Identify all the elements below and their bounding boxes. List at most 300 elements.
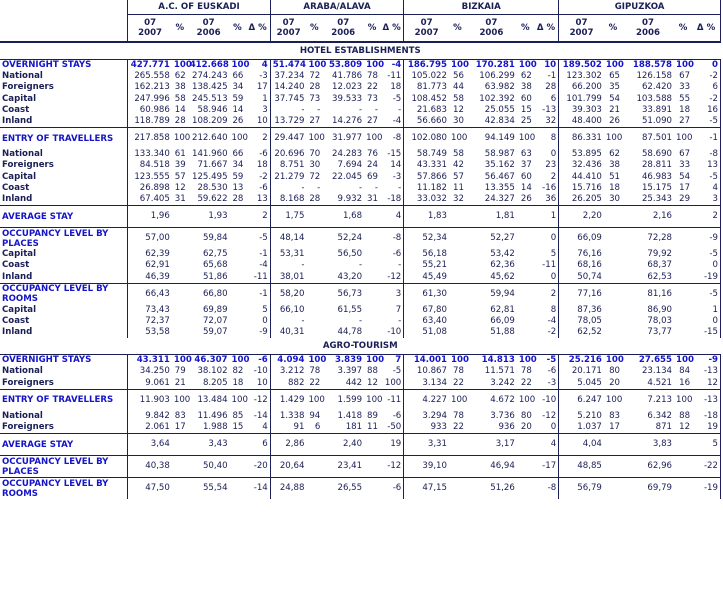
row-label: Coast xyxy=(0,105,128,116)
table-cell: 12 xyxy=(367,377,378,388)
table-cell: 78,05 xyxy=(577,315,602,326)
table-cell: 100 xyxy=(308,355,327,366)
table-cell: 66 xyxy=(232,71,244,82)
table-cell: 79 xyxy=(174,366,186,377)
table-cell: 56.467 xyxy=(484,171,515,182)
table-cell: 43.311 xyxy=(128,355,172,367)
row-label: Capital xyxy=(0,94,128,105)
table-cell: 43.331 xyxy=(416,160,447,171)
table-cell xyxy=(306,228,322,250)
table-cell: 58.946 xyxy=(197,104,228,115)
table-cell: 105.022 xyxy=(411,71,447,82)
table-cell: 1.429 xyxy=(270,389,306,411)
table-row xyxy=(0,116,721,128)
table-cell: -17 xyxy=(534,456,559,478)
table-row xyxy=(0,378,721,390)
table-cell: 22.045 xyxy=(332,171,363,182)
table-cell: 8 xyxy=(534,128,559,150)
table-cell: - xyxy=(359,182,363,193)
table-cell xyxy=(449,206,466,228)
table-cell: -10 xyxy=(380,327,404,338)
table-cell xyxy=(230,456,246,478)
table-row xyxy=(0,94,721,105)
table-cell: 22 xyxy=(367,82,378,93)
table-row xyxy=(0,60,721,72)
table-cell: -11 xyxy=(245,271,270,283)
table-cell: 27.655 xyxy=(622,355,674,367)
table-cell: 60 xyxy=(520,93,532,104)
column-header: 07 2006 xyxy=(188,15,230,43)
table-cell: 32 xyxy=(453,193,464,204)
table-cell: 11.496 xyxy=(197,410,228,421)
table-cell: -14 xyxy=(245,411,270,422)
table-cell: 25.343 xyxy=(641,193,673,204)
table-cell: 58.690 xyxy=(641,149,673,160)
table-cell: 86.331 xyxy=(559,128,604,150)
table-cell: 46,94 xyxy=(466,456,517,478)
table-cell: 2 xyxy=(692,206,720,228)
table-cell: 100 xyxy=(518,355,537,366)
table-cell: 46.983 xyxy=(641,171,673,182)
table-cell: 73,43 xyxy=(145,304,170,315)
table-cell xyxy=(230,271,246,283)
table-cell: -13 xyxy=(534,105,559,116)
row-label: OCCUPANCY LEVEL BY PLACES xyxy=(0,456,128,478)
table-cell: 1,83 xyxy=(404,206,449,228)
table-cell xyxy=(674,434,692,456)
table-cell: 62,81 xyxy=(490,304,515,315)
table-cell: 100 xyxy=(449,128,466,150)
table-cell: 32.436 xyxy=(571,160,602,171)
table-cell: 882 xyxy=(288,377,305,388)
table-cell xyxy=(306,206,322,228)
table-cell: 94.149 xyxy=(466,128,517,150)
table-cell: 8.751 xyxy=(279,160,305,171)
column-header: % xyxy=(674,15,692,43)
row-label: Foreigners xyxy=(0,378,128,390)
table-cell: -2 xyxy=(692,94,720,105)
table-cell: 62,91 xyxy=(145,260,170,271)
table-cell: 22 xyxy=(520,377,532,388)
table-cell: 2,16 xyxy=(622,206,674,228)
table-cell: 62,53 xyxy=(647,271,673,282)
table-row xyxy=(0,271,721,283)
table-cell: 67.405 xyxy=(139,193,170,204)
table-cell: 20 xyxy=(609,377,620,388)
table-cell: 123.555 xyxy=(134,171,170,182)
table-cell: 102.080 xyxy=(404,128,449,150)
table-cell: 51.474 xyxy=(270,60,306,72)
table-cell: 108.452 xyxy=(411,93,447,104)
table-cell: 50,74 xyxy=(577,271,602,282)
table-cell: 100 xyxy=(366,355,385,366)
table-cell xyxy=(230,434,246,456)
table-cell: -3 xyxy=(380,172,404,183)
table-body xyxy=(0,42,721,499)
table-cell: 247.996 xyxy=(134,93,170,104)
table-cell: 17 xyxy=(609,422,620,433)
column-header: 07 2007 xyxy=(270,15,306,43)
row-label: Capital xyxy=(0,305,128,316)
table-cell: 0 xyxy=(534,422,559,434)
table-cell: 52,27 xyxy=(466,228,517,250)
table-cell: 11 xyxy=(453,182,464,193)
table-cell: -8 xyxy=(380,128,404,150)
table-cell xyxy=(230,478,246,500)
table-cell: 3,64 xyxy=(128,434,172,456)
table-cell: 4 xyxy=(534,434,559,456)
table-cell: -8 xyxy=(534,478,559,500)
table-cell: 28 xyxy=(309,82,321,93)
table-cell: 24.327 xyxy=(484,193,515,204)
table-cell xyxy=(364,260,380,271)
table-cell: -6 xyxy=(245,149,270,160)
table-cell xyxy=(604,478,622,500)
table-cell xyxy=(604,327,622,338)
table-cell: 46.307 xyxy=(188,355,230,367)
table-cell: 10 xyxy=(534,60,559,72)
table-cell: 15 xyxy=(520,104,532,115)
table-cell xyxy=(230,305,246,316)
table-cell: 3.294 xyxy=(422,410,447,421)
table-cell: 100 xyxy=(674,389,692,411)
table-cell: 3,43 xyxy=(188,434,230,456)
table-cell: 5.210 xyxy=(577,410,602,421)
table-cell: 0 xyxy=(534,271,559,283)
table-cell: 76,16 xyxy=(577,249,602,260)
table-cell: 14.276 xyxy=(332,116,363,127)
table-cell xyxy=(517,283,534,305)
table-cell: 100 xyxy=(306,389,322,411)
table-cell: 54 xyxy=(609,93,620,104)
table-cell: 0 xyxy=(534,228,559,250)
table-cell: 66 xyxy=(232,149,244,160)
table-cell: 62 xyxy=(520,71,532,82)
table-cell: 61 xyxy=(174,149,186,160)
table-cell xyxy=(674,228,692,250)
table-cell: 65,68 xyxy=(202,260,228,271)
table-cell: 51 xyxy=(609,171,620,182)
table-cell: 63,40 xyxy=(422,315,447,326)
table-cell: 24,88 xyxy=(270,478,306,500)
table-cell xyxy=(674,260,692,271)
table-cell: 7 xyxy=(380,355,404,367)
table-cell: 71.667 xyxy=(197,160,228,171)
table-cell: -5 xyxy=(534,355,559,367)
table-cell: 23 xyxy=(534,160,559,171)
table-cell: 12.023 xyxy=(332,82,363,93)
table-cell: 188.578 xyxy=(622,60,674,72)
column-header: Δ % xyxy=(245,15,270,43)
table-cell: -10 xyxy=(534,389,559,411)
table-cell: 72 xyxy=(309,171,321,182)
table-cell xyxy=(449,249,466,260)
table-cell: -4 xyxy=(380,60,404,72)
table-row xyxy=(0,194,721,206)
row-label: Foreigners xyxy=(0,160,128,171)
table-cell: 78,03 xyxy=(647,315,673,326)
table-cell: -9 xyxy=(692,355,720,367)
table-cell: 14.813 xyxy=(466,355,517,367)
table-cell: 41.786 xyxy=(332,71,363,82)
table-cell xyxy=(517,206,534,228)
table-cell xyxy=(449,478,466,500)
table-cell: 24 xyxy=(367,160,378,171)
table-cell: 2 xyxy=(534,172,559,183)
table-cell: 181 xyxy=(345,422,363,433)
table-cell: 33.032 xyxy=(416,193,447,204)
table-cell: 67 xyxy=(679,149,691,160)
table-cell: 51.090 xyxy=(641,116,673,127)
table-cell: 133.340 xyxy=(134,149,170,160)
table-cell: 11.571 xyxy=(484,366,515,377)
table-cell: 14 xyxy=(232,104,244,115)
table-cell: 62 xyxy=(174,71,186,82)
table-cell: 2,40 xyxy=(322,434,364,456)
table-cell: 42 xyxy=(453,160,464,171)
region-header-row xyxy=(0,0,721,15)
table-row xyxy=(0,316,721,327)
table-cell: 4,04 xyxy=(559,434,604,456)
table-cell xyxy=(230,260,246,271)
table-cell: 40,31 xyxy=(279,327,305,338)
table-cell: 6 xyxy=(245,434,270,456)
table-cell: 66,10 xyxy=(279,304,305,315)
table-cell: 3 xyxy=(380,283,404,305)
table-cell: 78 xyxy=(367,71,378,82)
table-cell: 83 xyxy=(174,410,186,421)
table-cell: 81,16 xyxy=(622,283,674,305)
table-cell: 100 xyxy=(308,60,327,71)
table-cell: 2,20 xyxy=(559,206,604,228)
table-cell: 8 xyxy=(534,305,559,316)
table-row xyxy=(0,105,721,116)
table-cell: -6 xyxy=(380,478,404,500)
table-cell: 12 xyxy=(679,422,691,433)
table-cell: 31 xyxy=(367,193,378,204)
table-cell: 13.355 xyxy=(484,182,515,193)
table-cell: 0 xyxy=(692,316,720,327)
table-cell: 43,20 xyxy=(337,271,363,282)
table-cell: - xyxy=(301,315,305,326)
column-header: % xyxy=(364,15,380,43)
table-cell: 31.977 xyxy=(322,128,364,150)
table-cell: 2 xyxy=(245,206,270,228)
table-cell: 57.866 xyxy=(416,171,447,182)
table-cell: 936 xyxy=(498,422,515,433)
table-cell xyxy=(172,327,188,338)
table-cell: 40,38 xyxy=(128,456,172,478)
table-cell: 212.640 xyxy=(188,128,230,150)
table-cell: -15 xyxy=(692,327,720,338)
table-cell: 78 xyxy=(453,366,464,377)
table-cell: 100 xyxy=(172,389,188,411)
table-cell: 37 xyxy=(520,160,532,171)
table-cell: 22 xyxy=(453,377,464,388)
table-cell xyxy=(674,305,692,316)
table-cell xyxy=(306,478,322,500)
table-cell: 20.171 xyxy=(571,366,602,377)
table-cell: 103.588 xyxy=(636,93,673,104)
table-cell xyxy=(449,283,466,305)
table-cell: -18 xyxy=(380,194,404,206)
table-cell xyxy=(306,271,322,283)
table-cell xyxy=(604,249,622,260)
table-cell: 100 xyxy=(518,60,537,71)
table-cell: 19 xyxy=(380,434,404,456)
table-cell: 100 xyxy=(604,128,622,150)
table-cell: 56,50 xyxy=(337,249,363,260)
table-cell: 53,58 xyxy=(145,327,170,338)
table-cell: -10 xyxy=(245,366,270,377)
table-cell: 3 xyxy=(692,194,720,206)
table-cell xyxy=(449,228,466,250)
table-cell: 9.932 xyxy=(337,193,363,204)
column-header: % xyxy=(604,15,622,43)
table-cell: 4 xyxy=(380,206,404,228)
table-cell: 12 xyxy=(174,182,186,193)
region-araba: ARABA/ALAVA xyxy=(270,0,404,15)
table-cell: 170.281 xyxy=(466,60,517,72)
table-cell: 8.168 xyxy=(279,193,305,204)
table-cell xyxy=(230,206,246,228)
table-cell: -6 xyxy=(245,183,270,194)
table-cell xyxy=(172,249,188,260)
row-label: OVERNIGHT STAYS xyxy=(0,60,128,72)
table-cell: 0 xyxy=(692,260,720,271)
table-cell xyxy=(449,305,466,316)
table-cell: 38,01 xyxy=(279,271,305,282)
table-cell: 100 xyxy=(517,128,534,150)
table-cell: 100 xyxy=(676,60,694,71)
table-cell: 56,73 xyxy=(322,283,364,305)
table-cell: 88 xyxy=(367,366,378,377)
table-cell: 100 xyxy=(231,355,250,366)
row-label: AVERAGE STAY xyxy=(0,206,128,228)
table-cell: 66,43 xyxy=(128,283,172,305)
table-cell: 47,15 xyxy=(404,478,449,500)
section-title: HOTEL ESTABLISHMENTS xyxy=(0,42,721,60)
table-cell: 217.858 xyxy=(128,128,172,150)
table-row xyxy=(0,128,721,150)
row-label: OCCUPANCY LEVEL BY ROOMS xyxy=(0,478,128,500)
table-cell: 67 xyxy=(679,71,691,82)
table-cell xyxy=(674,206,692,228)
row-label: OVERNIGHT STAYS xyxy=(0,355,128,367)
table-cell: -19 xyxy=(692,271,720,283)
table-cell xyxy=(364,456,380,478)
table-cell xyxy=(364,478,380,500)
table-cell: 106.299 xyxy=(479,71,515,82)
table-cell: 87,36 xyxy=(577,304,602,315)
table-cell: 62,96 xyxy=(622,456,674,478)
table-cell: 33 xyxy=(679,160,691,171)
table-row xyxy=(0,422,721,434)
table-cell: 14.001 xyxy=(404,355,449,367)
table-cell: 871 xyxy=(655,422,673,433)
table-cell: 26.205 xyxy=(571,193,602,204)
table-cell: 108.209 xyxy=(192,116,228,127)
table-cell: 31 xyxy=(174,193,186,204)
table-cell: 4 xyxy=(245,60,270,72)
table-cell: 100 xyxy=(230,389,246,411)
table-cell: 30 xyxy=(453,116,464,127)
table-cell: -14 xyxy=(245,478,270,500)
table-cell: 245.513 xyxy=(192,93,228,104)
table-cell: 62.420 xyxy=(641,82,673,93)
table-cell xyxy=(604,260,622,271)
table-cell xyxy=(517,249,534,260)
table-cell: 51,08 xyxy=(422,327,447,338)
table-cell: 59,94 xyxy=(466,283,517,305)
table-cell: 28 xyxy=(309,193,321,204)
table-cell: 69,79 xyxy=(622,478,674,500)
column-header: 07 2006 xyxy=(622,15,674,43)
table-cell: -15 xyxy=(380,149,404,160)
table-cell: - xyxy=(380,260,404,271)
table-cell: 23.134 xyxy=(641,366,673,377)
table-cell: 67,80 xyxy=(422,304,447,315)
table-cell: 7.694 xyxy=(337,160,363,171)
table-cell: 427.771 xyxy=(128,60,172,72)
table-cell: 94 xyxy=(309,410,321,421)
table-cell: -6 xyxy=(534,366,559,377)
table-cell: 100 xyxy=(605,355,624,366)
table-cell: -12 xyxy=(380,456,404,478)
table-cell: 7 xyxy=(380,305,404,316)
table-cell: 52,24 xyxy=(322,228,364,250)
table-cell: -11 xyxy=(380,71,404,82)
table-cell: 100 xyxy=(380,378,404,390)
row-label: National xyxy=(0,411,128,422)
table-cell: 13.729 xyxy=(274,116,305,127)
table-cell xyxy=(517,228,534,250)
table-cell: 22 xyxy=(453,422,464,433)
table-cell: 78 xyxy=(520,366,532,377)
table-cell: 19 xyxy=(692,422,720,434)
table-cell: 57 xyxy=(174,171,186,182)
table-cell: 73 xyxy=(367,93,378,104)
table-cell: -1 xyxy=(245,249,270,260)
table-cell: 5.045 xyxy=(577,377,602,388)
column-header: Δ % xyxy=(692,15,720,43)
table-row xyxy=(0,305,721,316)
table-cell: -4 xyxy=(380,116,404,128)
table-cell: 78 xyxy=(453,410,464,421)
table-cell: 60 xyxy=(520,171,532,182)
table-cell xyxy=(674,327,692,338)
table-cell: 23,41 xyxy=(322,456,364,478)
table-cell: 80 xyxy=(520,410,532,421)
table-cell: -19 xyxy=(692,478,720,500)
row-label: Capital xyxy=(0,249,128,260)
table-cell: -11 xyxy=(380,389,404,411)
table-cell xyxy=(172,271,188,283)
table-cell: 34 xyxy=(232,160,244,171)
table-cell: 42.834 xyxy=(484,116,515,127)
table-cell: 3,83 xyxy=(622,434,674,456)
table-cell: 1.418 xyxy=(337,410,363,421)
table-cell: 1.338 xyxy=(279,410,305,421)
table-cell: 3.212 xyxy=(279,366,305,377)
table-cell: 100 xyxy=(674,128,692,150)
table-cell: -6 xyxy=(380,249,404,260)
table-cell: 4.227 xyxy=(404,389,449,411)
table-cell: 25 xyxy=(520,116,532,127)
table-cell: 86,90 xyxy=(647,304,673,315)
table-cell: 27 xyxy=(367,116,378,127)
table-cell: -20 xyxy=(245,456,270,478)
